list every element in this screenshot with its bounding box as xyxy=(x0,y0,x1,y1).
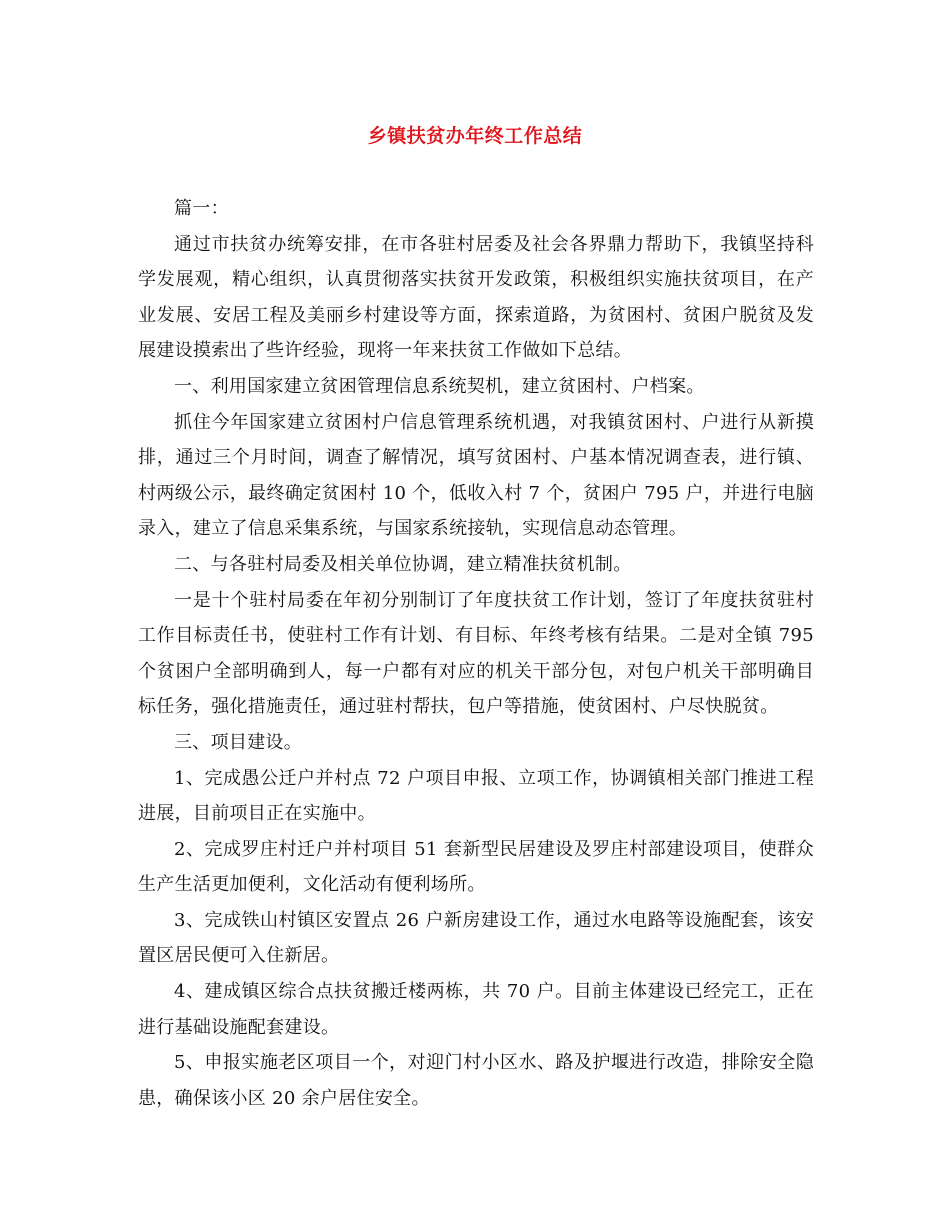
section-label: 篇一： xyxy=(174,198,229,219)
section-1-paragraph: 抓住今年国家建立贫困村户信息管理系统机遇，对我镇贫困村、户进行从新摸排，通过三个月时间，调查了解情况，填写贫困村、户基本情况调查表，进行镇、村两级公示，最终确定贫困村 10 个，低收入村 7 个，贫困户 795 户，并进行电脑录入，建立了信息采集系统，与国家系统接轨，实现信息动态管理。 xyxy=(138,411,814,540)
project-item-5: 5、申报实施老区项目一个，对迎门村小区水、路及护堰进行改造，排除安全隐患，确保该小区 20 余户居住安全。 xyxy=(138,1052,814,1109)
project-item-4: 4、建成镇区综合点扶贫搬迁楼两栋，共 70 户。目前主体建设已经完工，正在进行基础设施配套建设。 xyxy=(138,981,814,1038)
section-heading-1: 一、利用国家建立贫困管理信息系统契机，建立贫困村、户档案。 xyxy=(174,375,705,397)
intro-paragraph: 通过市扶贫办统筹安排，在市各驻村居委及社会各界鼎力帮助下，我镇坚持科学发展观，精心组织，认真贯彻落实扶贫开发政策，积极组织实施扶贫项目，在产业发展、安居工程及美丽乡村建设等方面，探索道路，为贫困村、贫困户脱贫及发展建设摸索出了些许经验，现将一年来扶贫工作做如下总结。 xyxy=(138,233,814,362)
project-item-2: 2、完成罗庄村迁户并村项目 51 套新型民居建设及罗庄村部建设项目，使群众生产生活更加便利，文化活动有便利场所。 xyxy=(138,838,814,896)
document-body xyxy=(138,191,814,1116)
section-2-paragraph: 一是十个驻村局委在年初分别制订了年度扶贫工作计划，签订了年度扶贫驻村工作目标责任书，使驻村工作有计划、有目标、年终考核有结果。二是对全镇 795 个贫困户全部明确到人，每一户都有对应的机关干部分包，对包户机关干部明确目标任务，强化措施责任，通过驻村帮扶，包户等措施，使贫困村、户尽快脱贫。 xyxy=(138,589,814,718)
section-heading-2: 二、与各驻村局委及相关单位协调，建立精准扶贫机制。 xyxy=(174,553,632,575)
project-item-1: 1、完成愚公迁户并村点 72 户项目申报、立项工作，协调镇相关部门推进工程进展，目前项目正在实施中。 xyxy=(138,767,814,825)
section-heading-3: 三、项目建设。 xyxy=(174,731,303,753)
document-title: 乡镇扶贫办年终工作总结 xyxy=(367,125,583,147)
project-item-3: 3、完成铁山村镇区安置点 26 户新房建设工作，通过水电路等设施配套，该安置区居民便可入住新居。 xyxy=(138,909,814,967)
